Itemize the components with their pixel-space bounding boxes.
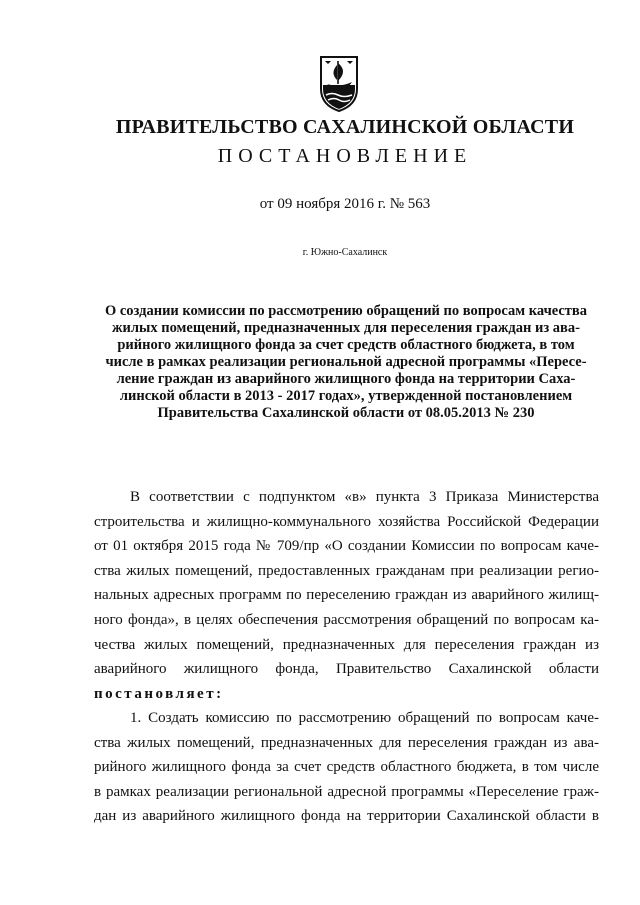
paragraph-line: ства жилых помещений, предоставленных гражданам при реализации регио- bbox=[94, 562, 599, 579]
resolves-word: постановляет: bbox=[94, 685, 224, 702]
paragraph-line: В соответствии с подпунктом «в» пункта 3 Приказа Министерства bbox=[130, 489, 599, 505]
paragraph-line: 1. Создать комиссию по рассмотрению обращений по вопросам каче- bbox=[130, 710, 599, 726]
heading-line: жилых помещений, предназначенных для переселения граждан из ава- bbox=[112, 320, 580, 336]
clause-1-paragraph bbox=[94, 706, 599, 829]
paragraph-line: в рамках реализации региональной адресной программы «Переселение граж- bbox=[94, 783, 599, 800]
preamble-paragraph bbox=[94, 485, 599, 706]
paragraph-line: от 01 октября 2015 года № 709/пр «О создании Комиссии по вопросам каче- bbox=[94, 538, 599, 555]
document-type: ПОСТАНОВЛЕНИЕ bbox=[217, 145, 473, 167]
government-title: ПРАВИТЕЛЬСТВО САХАЛИНСКОЙ ОБЛАСТИ bbox=[115, 116, 575, 138]
paragraph-line: рийного жилищного фонда за счет средств областного бюджета, в том числе bbox=[94, 759, 599, 776]
heading-line: Правительства Сахалинской области от 08.05.2013 № 230 bbox=[157, 405, 535, 421]
paragraph-line: нальных адресных программ по переселению граждан из аварийного жилищ- bbox=[94, 587, 599, 604]
document-heading bbox=[86, 303, 606, 422]
coat-of-arms-icon bbox=[318, 55, 360, 113]
heading-line: рийного жилищного фонда за счет средств областного бюджета, в том bbox=[117, 337, 575, 353]
paragraph-line: чества жилых помещений, предназначенных для переселения граждан из bbox=[94, 636, 599, 653]
heading-line: О создании комиссии по рассмотрению обращений по вопросам качества bbox=[104, 303, 588, 319]
paragraph-line: аварийного жилищного фонда, Правительство Сахалинской области bbox=[94, 661, 599, 678]
paragraph-line: строительства и жилищно-коммунального хозяйства Российской Федерации bbox=[94, 513, 599, 530]
paragraph-line: дан из аварийного жилищного фонда на территории Сахалинской области в bbox=[94, 808, 599, 825]
document-date-number: от 09 ноября 2016 г. № 563 bbox=[259, 196, 431, 212]
paragraph-line: ного фонда», в целях обеспечения рассмотрения обращений по вопросам ка- bbox=[94, 611, 599, 628]
paragraph-line: ства жилых помещений, предназначенных для переселения граждан из ава- bbox=[94, 734, 599, 751]
document-place: г. Южно-Сахалинск bbox=[302, 247, 388, 258]
heading-line: числе в рамках реализации региональной адресной программы «Пересе- bbox=[105, 354, 587, 370]
heading-line: ление граждан из аварийного жилищного фонда на территории Саха- bbox=[116, 371, 576, 387]
heading-line: линской области в 2013 - 2017 годах», утвержденной постановлением bbox=[119, 388, 573, 404]
